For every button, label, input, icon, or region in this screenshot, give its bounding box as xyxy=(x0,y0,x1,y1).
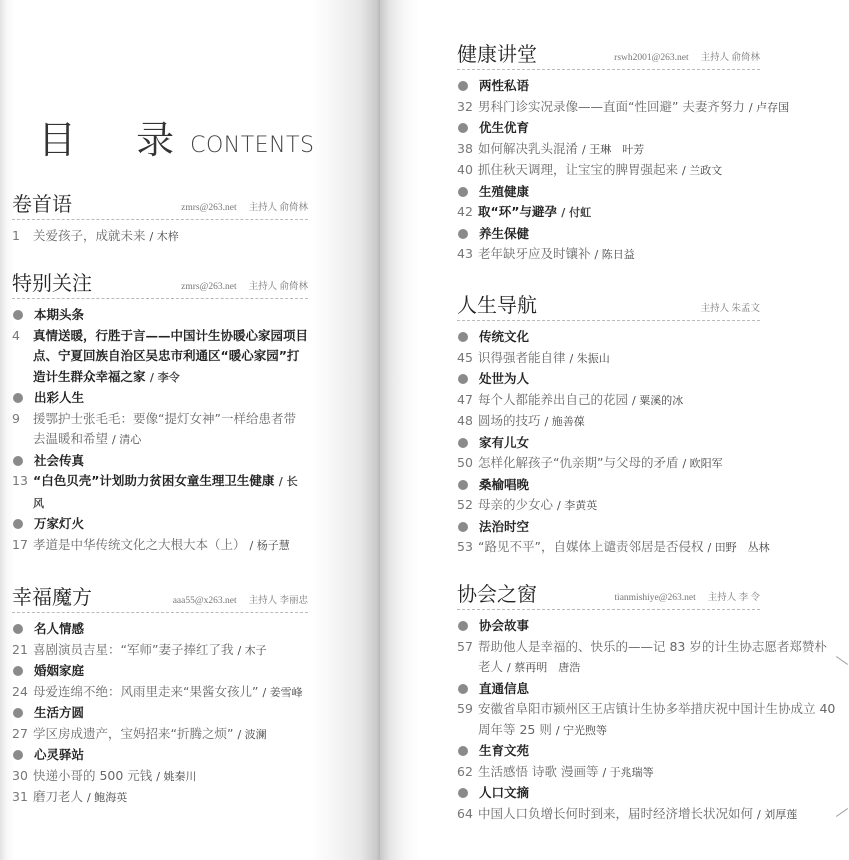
section-header xyxy=(457,582,760,610)
entry-title xyxy=(478,244,837,266)
category-heading xyxy=(457,118,837,139)
page-number: 4 xyxy=(12,327,20,343)
section-host: 主持人 李丽忠 xyxy=(248,596,308,606)
bullet-dot-icon xyxy=(458,522,468,532)
section-meta xyxy=(614,589,760,606)
category-label: 万家灯火 xyxy=(34,516,85,531)
page-number: 31 xyxy=(12,789,28,804)
entry-title-text: 母亲的少女心 xyxy=(478,497,554,512)
category-heading xyxy=(457,327,837,348)
toc-entry[interactable] xyxy=(12,640,308,662)
category-label: 两性私语 xyxy=(479,78,530,93)
entry-author: / 杨子慧 xyxy=(249,538,290,552)
left-page xyxy=(0,0,380,860)
entry-title xyxy=(33,640,308,662)
category-label: 法治时空 xyxy=(479,518,530,534)
category-heading xyxy=(12,451,308,472)
entry-title xyxy=(478,411,837,433)
toc-entry[interactable] xyxy=(457,348,837,370)
entry-title xyxy=(478,139,837,161)
entry-title xyxy=(478,804,837,826)
entry-author: / 木梓 xyxy=(149,230,179,243)
entry-title-text: 每个人都能养出自己的花园 xyxy=(478,391,629,407)
section-title: 卷首语 xyxy=(12,192,72,216)
toc-entry[interactable] xyxy=(457,390,837,412)
section-meta xyxy=(181,278,308,295)
toc-entry[interactable] xyxy=(12,326,308,389)
category-label: 本期头条 xyxy=(34,307,85,322)
category-label: 传统文化 xyxy=(479,329,530,344)
entry-title-text: 圆场的技巧 xyxy=(478,413,541,428)
category-heading xyxy=(457,224,837,245)
bullet-dot-icon xyxy=(458,332,468,342)
toc-entry[interactable] xyxy=(457,637,837,679)
toc-entry[interactable] xyxy=(12,787,308,809)
category-label: 社会传真 xyxy=(34,452,85,468)
section-email: tianmishiye@263.net xyxy=(614,593,696,603)
entry-title-text: 关爱孩子，成就未来 xyxy=(33,228,146,243)
page-number: 57 xyxy=(457,638,473,654)
entry-title-text: 老年缺牙应及时镶补 xyxy=(478,246,591,261)
section-header xyxy=(12,585,308,613)
entry-title-text: 喜剧演员吉星：“军师”妻子捧红了我 xyxy=(33,641,234,657)
entry-title xyxy=(478,202,837,224)
entry-author: / 蔡再明 唐浩 xyxy=(507,661,581,674)
toc-title xyxy=(38,110,314,160)
section-title: 特别关注 xyxy=(12,271,92,295)
section-meta xyxy=(173,592,308,609)
category-label: 协会故事 xyxy=(479,618,530,633)
category-heading xyxy=(457,475,837,496)
entry-author: / 刘厚莲 xyxy=(757,807,798,821)
page-number: 53 xyxy=(457,539,473,554)
entry-title-text: 安徽省阜阳市颍州区王店镇计生协多举措庆祝中国计生协成立 40 周年等 25 则 xyxy=(478,701,836,737)
category-label: 出彩人生 xyxy=(34,390,85,405)
bullet-dot-icon xyxy=(458,81,468,91)
section-meta xyxy=(614,49,760,66)
entry-author: / 欧阳军 xyxy=(682,457,723,470)
entry-title-text: 怎样化解孩子“仇亲期”与父母的矛盾 xyxy=(478,455,679,470)
page-number: 30 xyxy=(12,767,28,783)
toc-entry[interactable] xyxy=(457,804,837,826)
entry-title-text: 抓住秋天调理，让宝宝的脾胃强起来 xyxy=(478,162,679,177)
entry-title-text: “路见不平”，自媒体上谴责邻居是否侵权 xyxy=(478,539,704,554)
section-host: 主持人 俞倚林 xyxy=(700,53,760,63)
section-title: 幸福魔方 xyxy=(12,585,92,609)
category-heading xyxy=(457,76,837,97)
category-label: 直通信息 xyxy=(479,680,530,696)
section-host: 主持人 俞倚林 xyxy=(248,282,308,292)
section-title: 健康讲堂 xyxy=(457,42,537,66)
entry-title-text: 男科门诊实况录像——直面“性回避” 夫妻齐努力 xyxy=(478,98,745,114)
page-number: 45 xyxy=(457,349,473,365)
entry-author: / 施善葆 xyxy=(544,415,585,428)
category-heading xyxy=(12,661,308,682)
toc-entry[interactable] xyxy=(12,766,308,788)
page-number: 13 xyxy=(12,473,28,488)
toc-entry[interactable] xyxy=(457,495,837,517)
section-host: 主持人 李 令 xyxy=(707,593,760,603)
entry-title-text: 磨刀老人 xyxy=(33,789,84,804)
toc-entry[interactable] xyxy=(12,226,308,248)
entry-author: / 卢存国 xyxy=(748,100,790,114)
entry-author: / 鲍海英 xyxy=(87,791,128,804)
entry-author: / 李令 xyxy=(149,370,180,384)
category-heading xyxy=(457,433,837,454)
entry-author: / 王琳 叶芳 xyxy=(582,142,645,156)
toc-section xyxy=(457,293,837,559)
page-number: 1 xyxy=(12,228,20,243)
entry-author: / 波澜 xyxy=(237,727,267,741)
section-header xyxy=(12,271,308,299)
bullet-dot-icon xyxy=(458,788,468,798)
page-number: 62 xyxy=(457,763,473,779)
entry-title xyxy=(33,326,308,389)
entry-author: / 于兆瑞等 xyxy=(602,765,654,779)
toc-entry[interactable] xyxy=(12,409,308,451)
page-number: 52 xyxy=(457,497,473,512)
page-number: 9 xyxy=(12,410,20,426)
category-heading xyxy=(457,182,837,203)
entry-title-text: 真情送暖，行胜于言——中国计生协暖心家园项目点、宁夏回族自治区吴忠市利通区“暖心家园”打造计生群众幸福之家 xyxy=(33,327,309,384)
section-email: zmrs@263.net xyxy=(181,282,237,292)
entry-title-text: 中国人口负增长何时到来，届时经济增长状况如何 xyxy=(478,805,754,821)
right-page xyxy=(380,0,849,860)
page-number: 47 xyxy=(457,391,473,407)
toc-title-chinese: 目 录 xyxy=(38,118,199,162)
page-number: 50 xyxy=(457,455,473,470)
page-number: 42 xyxy=(457,204,473,219)
category-heading xyxy=(457,517,837,538)
bullet-dot-icon xyxy=(458,621,468,631)
page-number: 32 xyxy=(457,98,473,114)
page-number: 38 xyxy=(457,140,473,156)
bullet-dot-icon xyxy=(458,746,468,756)
entry-title xyxy=(33,535,308,557)
category-heading xyxy=(12,514,308,535)
category-heading xyxy=(12,619,308,640)
page-number: 64 xyxy=(457,805,473,821)
category-label: 家有儿女 xyxy=(479,434,530,450)
entry-author: / 兰政文 xyxy=(682,164,723,177)
category-heading xyxy=(12,305,308,326)
bullet-dot-icon xyxy=(13,708,23,718)
section-title: 人生导航 xyxy=(457,293,537,317)
toc-section xyxy=(12,271,308,556)
entry-title xyxy=(478,762,837,784)
toc-entry[interactable] xyxy=(12,535,308,557)
entry-author: / 长风 xyxy=(33,475,298,510)
page-number: 43 xyxy=(457,246,473,261)
category-heading xyxy=(12,388,308,409)
entry-author: / 李黄英 xyxy=(557,499,598,512)
category-heading xyxy=(457,616,837,637)
entry-title xyxy=(478,699,837,741)
category-heading xyxy=(12,703,308,724)
page-number: 24 xyxy=(12,683,28,699)
toc-entry[interactable] xyxy=(457,244,837,266)
entry-author: / 朱振山 xyxy=(569,351,610,365)
entry-title-text: “白色贝壳”计划助力贫困女童生理卫生健康 xyxy=(33,473,275,488)
toc-section xyxy=(12,192,308,248)
bullet-dot-icon xyxy=(13,456,23,466)
entry-title xyxy=(478,453,837,475)
page-number: 17 xyxy=(12,536,28,552)
category-label: 生育文苑 xyxy=(479,743,530,758)
section-host: 主持人 俞倚林 xyxy=(248,203,308,213)
section-email: rswh2001@263.net xyxy=(614,53,689,63)
bullet-dot-icon xyxy=(13,393,23,403)
entry-title xyxy=(33,471,308,514)
section-email: aaa55@x263.net xyxy=(172,596,237,606)
toc-entry[interactable] xyxy=(457,537,837,559)
entry-title xyxy=(478,160,837,182)
entry-title-text: 帮助他人是幸福的、快乐的——记 83 岁的计生协志愿者郑赞朴老人 xyxy=(478,638,827,674)
category-label: 养生保健 xyxy=(479,225,530,241)
entry-title xyxy=(33,724,308,746)
bullet-dot-icon xyxy=(13,624,23,634)
bullet-dot-icon xyxy=(13,666,23,676)
entry-title xyxy=(478,97,837,119)
toc-title-english: CONTENTS xyxy=(190,133,315,158)
entry-title xyxy=(478,537,837,559)
category-label: 处世为人 xyxy=(479,371,530,386)
category-label: 优生优育 xyxy=(479,120,530,135)
section-meta xyxy=(701,300,760,317)
section-header xyxy=(457,42,760,70)
bullet-dot-icon xyxy=(458,123,468,133)
entry-title-text: 孝道是中华传统文化之大根大本（上） xyxy=(33,536,246,552)
category-heading xyxy=(457,783,837,804)
entry-title-text: 如何解决乳头混淆 xyxy=(478,140,579,156)
section-email: zmrs@263.net xyxy=(181,203,237,213)
toc-entry[interactable] xyxy=(457,453,837,475)
bullet-dot-icon xyxy=(13,519,23,529)
category-label: 婚姻家庭 xyxy=(34,663,85,678)
page-curl-mark xyxy=(836,808,848,817)
category-heading xyxy=(457,741,837,762)
toc-entry[interactable] xyxy=(12,471,308,514)
entry-author: / 粟溪的冰 xyxy=(632,393,684,407)
entry-author: / 姜雪峰 xyxy=(262,685,303,699)
entry-title-text: 学区房成遗产，宝妈招来“折腾之烦” xyxy=(33,725,234,741)
toc-entry[interactable] xyxy=(12,724,308,746)
category-label: 桑榆唱晚 xyxy=(479,476,530,492)
category-heading xyxy=(457,369,837,390)
entry-title xyxy=(33,682,308,704)
bullet-dot-icon xyxy=(458,187,468,197)
entry-title xyxy=(33,787,308,809)
bullet-dot-icon xyxy=(458,480,468,490)
entry-title-text: 快递小哥的 500 元钱 xyxy=(33,767,153,783)
entry-title xyxy=(478,390,837,412)
bullet-dot-icon xyxy=(13,310,23,320)
entry-title-text: 生活感悟 诗歌 漫画等 xyxy=(478,763,599,779)
entry-title xyxy=(478,495,837,517)
bullet-dot-icon xyxy=(458,684,468,694)
entry-title-text: 识得强者能自律 xyxy=(478,349,566,365)
entry-title-text: 母爱连绵不绝：风雨里走来“果酱女孩儿” xyxy=(33,683,259,699)
toc-entry[interactable] xyxy=(457,762,837,784)
entry-title xyxy=(33,226,308,248)
category-label: 人口文摘 xyxy=(479,785,530,800)
bullet-dot-icon xyxy=(458,438,468,448)
category-label: 心灵驿站 xyxy=(34,747,85,762)
page-number: 21 xyxy=(12,641,28,657)
toc-section xyxy=(457,582,837,825)
entry-author: / 姚秦川 xyxy=(156,769,197,783)
entry-author: / 陈日益 xyxy=(594,248,635,261)
entry-title xyxy=(478,637,837,679)
toc-section xyxy=(457,42,837,266)
bullet-dot-icon xyxy=(458,374,468,384)
toc-section xyxy=(12,585,308,809)
toc-entry[interactable] xyxy=(457,699,837,741)
entry-author: / 宁光煦等 xyxy=(555,723,608,737)
category-label: 生活方圆 xyxy=(34,705,85,720)
entry-author: / 田野 丛林 xyxy=(707,541,770,554)
toc-entry[interactable] xyxy=(457,411,837,433)
entry-title xyxy=(33,409,308,451)
entry-title-text: 取“环”与避孕 xyxy=(478,204,557,219)
section-meta xyxy=(181,199,308,216)
bullet-dot-icon xyxy=(458,229,468,239)
page-curl-mark xyxy=(836,656,848,665)
toc-entry[interactable] xyxy=(12,682,308,704)
page-number: 40 xyxy=(457,162,473,177)
toc-entry[interactable] xyxy=(457,160,837,182)
toc-entry[interactable] xyxy=(457,139,837,161)
section-header xyxy=(12,192,308,220)
toc-entry[interactable] xyxy=(457,97,837,119)
category-label: 名人情感 xyxy=(34,621,85,636)
toc-entry[interactable] xyxy=(457,202,837,224)
category-label: 生殖健康 xyxy=(479,183,530,199)
entry-author: / 木子 xyxy=(237,643,267,657)
section-title: 协会之窗 xyxy=(457,582,537,606)
page-number: 59 xyxy=(457,701,473,716)
page-number: 27 xyxy=(12,725,28,741)
section-header xyxy=(457,293,760,321)
section-host: 主持人 朱孟文 xyxy=(700,304,760,314)
page-number: 48 xyxy=(457,413,473,428)
entry-title xyxy=(478,348,837,370)
category-heading xyxy=(12,745,308,766)
entry-title xyxy=(33,766,308,788)
bullet-dot-icon xyxy=(13,750,23,760)
category-heading xyxy=(457,679,837,700)
entry-title-text: 援鄂护士张毛毛：要像“提灯女神”一样给患者带去温暖和希望 xyxy=(33,410,296,446)
entry-author: / 付虹 xyxy=(561,206,592,219)
entry-author: / 清心 xyxy=(112,433,142,446)
